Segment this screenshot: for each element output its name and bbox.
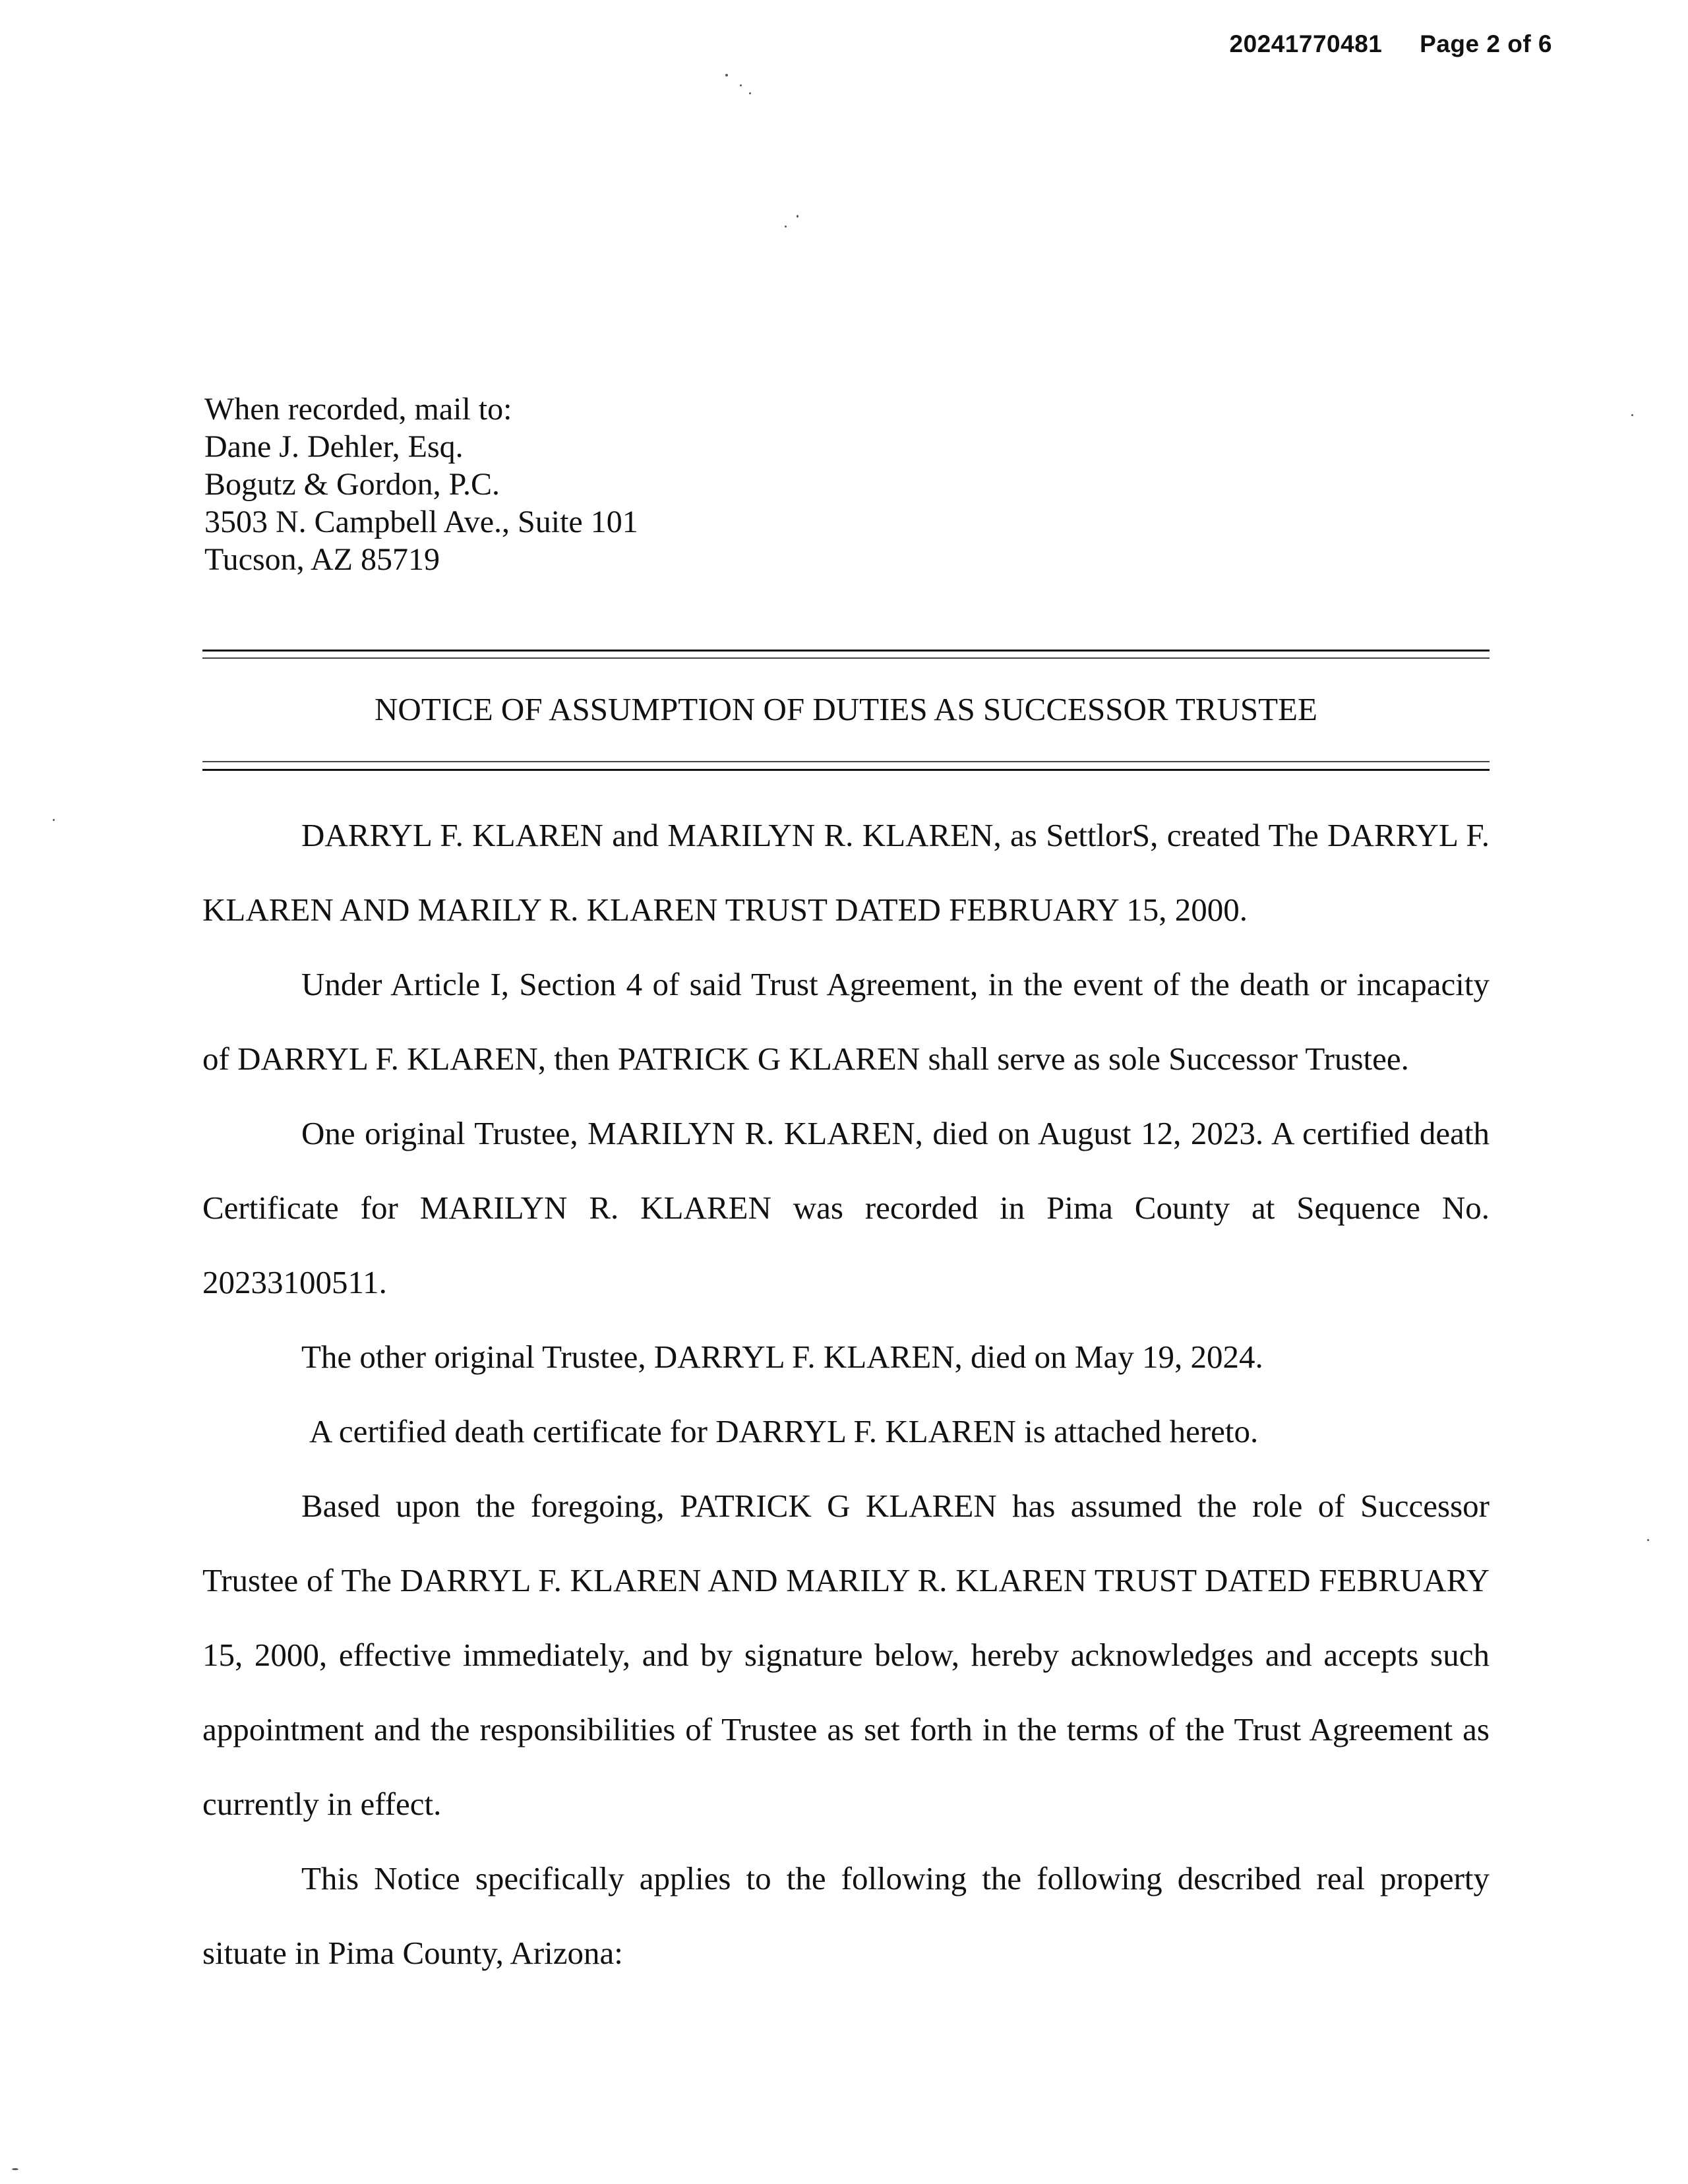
body-paragraph: A certified death certificate for DARRYL F. KLAREN is attached hereto. <box>309 1413 1259 1449</box>
scan-speck <box>785 226 787 228</box>
scan-speck <box>12 2168 18 2170</box>
scan-speck <box>749 92 751 94</box>
return-address-line: 3503 N. Campbell Ave., Suite 101 <box>204 504 638 539</box>
body-paragraph: The other original Trustee, DARRYL F. KLAREN, died on May 19, 2024. <box>301 1339 1263 1375</box>
body-paragraph: DARRYL F. KLAREN and MARILYN R. KLAREN, as SettlorS, created The DARRYL F. KLAREN AND MARILY R. KLAREN TRUST DATED FEBRUARY 15, 2000. <box>202 817 1490 928</box>
return-address-line: When recorded, mail to: <box>204 392 512 427</box>
return-address-line: Bogutz & Gordon, P.C. <box>204 467 500 502</box>
return-address <box>204 390 638 578</box>
return-address-line: Dane J. Dehler, Esq. <box>204 429 464 464</box>
scan-speck <box>53 819 55 821</box>
document-number: 20241770481 <box>1229 30 1383 57</box>
title-rule-bottom-thin <box>202 761 1490 762</box>
recording-header <box>1230 30 1553 58</box>
body-paragraph: One original Trustee, MARILYN R. KLAREN, died on August 12, 2023. A certified death Certificate for MARILYN R. KLAREN was recorded in Pima County at Sequence No. 20233100511. <box>202 1115 1490 1300</box>
document-body <box>202 798 1490 1990</box>
page-indicator: Page 2 of 6 <box>1420 30 1552 57</box>
scan-speck <box>725 74 728 76</box>
scan-speck <box>1647 1539 1649 1541</box>
title-rule-top <box>202 650 1490 652</box>
title-rule-top-thin <box>202 657 1490 659</box>
scan-speck <box>740 84 742 86</box>
body-paragraph: This Notice specifically applies to the following the following described real property situate in Pima County, Arizona: <box>202 1860 1490 1971</box>
document-title: NOTICE OF ASSUMPTION OF DUTIES AS SUCCESSOR TRUSTEE <box>375 691 1317 727</box>
body-paragraph: Based upon the foregoing, PATRICK G KLAREN has assumed the role of Successor Trustee of The DARRYL F. KLAREN AND MARILY R. KLAREN TRUST DATED FEBRUARY 15, 2000, effective immediately, and by signature below, hereby acknowledges and accepts such appointment and the responsibilities of Trustee as set forth in the terms of the Trust Agreement as currently in effect. <box>202 1488 1490 1822</box>
scan-speck <box>797 215 799 218</box>
title-rule-bottom <box>202 769 1490 771</box>
scan-speck <box>1631 414 1633 416</box>
body-paragraph: Under Article I, Section 4 of said Trust Agreement, in the event of the death or incapacity of DARRYL F. KLAREN, then PATRICK G KLAREN shall serve as sole Successor Trustee. <box>202 966 1490 1077</box>
return-address-line: Tucson, AZ 85719 <box>204 542 440 577</box>
